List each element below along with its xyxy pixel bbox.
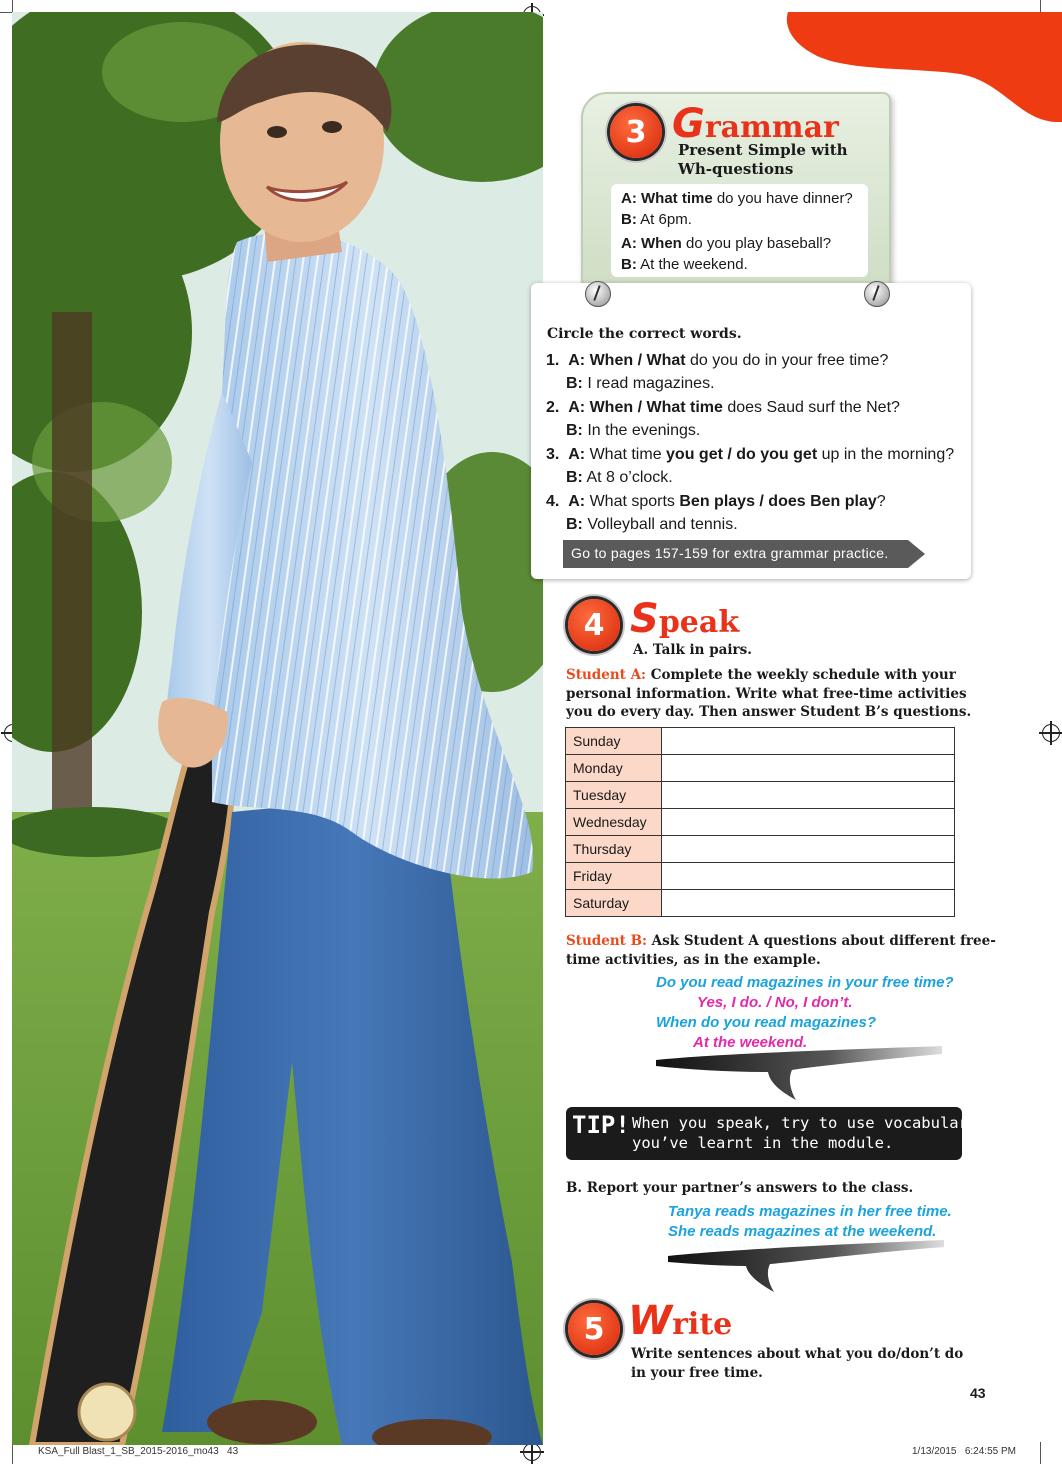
dialogue-answer-1: Yes, I do. / No, I don’t. — [697, 994, 853, 1011]
print-slug-left: KSA_Full Blast_1_SB_2015-2016_mo43 43 — [38, 1446, 239, 1457]
crop-mark — [12, 1442, 13, 1464]
exercise-item-2-a: 2. A: When / What time does Saud surf the Net? — [546, 399, 900, 416]
activity-cell[interactable] — [662, 755, 955, 782]
grammar-examples — [611, 184, 868, 277]
exercise-item-1-b: B: I read magazines. — [566, 375, 715, 392]
section-number-3: 3 — [610, 106, 662, 158]
report-line-1: Tanya reads magazines in her free time. — [668, 1203, 952, 1220]
exercise-instruction: Circle the correct words. — [547, 326, 742, 342]
example-2: A: When do you play baseball? B: At the weekend. — [621, 235, 832, 273]
activity-cell[interactable] — [662, 890, 955, 917]
grammar-reference-banner — [563, 540, 925, 568]
weekly-schedule-table — [565, 727, 955, 917]
exercise-item-3-a: 3. A: What time you get / do you get up in the morning? — [546, 446, 955, 463]
dialogue-answer-2: At the weekend. — [693, 1034, 808, 1051]
table-row — [566, 890, 955, 917]
screw-icon — [864, 281, 890, 307]
table-row — [566, 836, 955, 863]
speech-bubble-tail — [652, 1046, 944, 1102]
exercise-item-2-b: B: In the evenings. — [566, 422, 701, 439]
exercise-item-4-b: B: Volleyball and tennis. — [566, 516, 738, 533]
exercise-item-1-a: 1. A: When / What do you do in your free time? — [546, 352, 889, 369]
activity-cell[interactable] — [662, 809, 955, 836]
section-number-5: 5 — [568, 1303, 620, 1355]
dialogue-question-2: When do you read magazines? — [656, 1014, 877, 1031]
table-row — [566, 728, 955, 755]
speak-title: Speak — [630, 596, 740, 642]
day-cell: Thursday — [566, 836, 662, 863]
tip-text: When you speak, try to use vocabulary you’ve learnt in the module. — [632, 1114, 978, 1152]
report-line-2: She reads magazines at the weekend. — [668, 1223, 937, 1240]
exercise-item-4-a: 4. A: What sports Ben plays / does Ben play? — [546, 493, 886, 510]
screw-icon — [585, 281, 611, 307]
day-cell: Friday — [566, 863, 662, 890]
day-cell: Sunday — [566, 728, 662, 755]
day-cell: Monday — [566, 755, 662, 782]
registration-mark-bottom — [523, 1443, 541, 1461]
activity-cell[interactable] — [662, 728, 955, 755]
day-cell: Wednesday — [566, 809, 662, 836]
speech-bubble-tail — [664, 1238, 946, 1294]
print-slug-right: 1/13/2015 6:24:55 PM — [912, 1446, 1016, 1457]
table-row — [566, 863, 955, 890]
boy-with-skateboard-photo — [12, 12, 543, 1445]
speak-part-a: A. Talk in pairs. — [633, 642, 752, 658]
tip-label: TIP! — [572, 1111, 630, 1139]
speak-part-b: B. Report your partner’s answers to the class. — [566, 1180, 914, 1196]
dialogue-question-1: Do you read magazines in your free time? — [656, 974, 954, 991]
table-row — [566, 782, 955, 809]
page-number: 43 — [970, 1385, 986, 1401]
section-number-4: 4 — [568, 599, 620, 651]
activity-cell[interactable] — [662, 782, 955, 809]
day-cell: Saturday — [566, 890, 662, 917]
student-b-instructions: Student B: Ask Student A questions about different free- time activities, as in the example. — [566, 933, 996, 968]
activity-cell[interactable] — [662, 863, 955, 890]
write-instruction: Write sentences about what you do/don’t do in your free time. — [631, 1346, 964, 1381]
example-1: A: What time do you have dinner? B: At 6pm. — [621, 190, 853, 228]
grammar-subtitle: Present Simple with Wh-questions — [678, 141, 848, 178]
table-row — [566, 755, 955, 782]
table-row — [566, 809, 955, 836]
registration-mark-right — [1042, 724, 1060, 742]
exercise-item-3-b: B: At 8 o’clock. — [566, 469, 673, 486]
day-cell: Tuesday — [566, 782, 662, 809]
write-title: Write — [628, 1298, 733, 1344]
crop-mark — [1040, 1442, 1041, 1464]
grammar-title: Grammar — [672, 101, 839, 147]
student-a-instructions: Student A: Complete the weekly schedule with your personal information. Write what free-time activities you do every day. Then answer Student B’s questions. — [566, 667, 972, 720]
grammar-reference-text: Go to pages 157-159 for extra grammar practice. — [571, 545, 889, 561]
activity-cell[interactable] — [662, 836, 955, 863]
